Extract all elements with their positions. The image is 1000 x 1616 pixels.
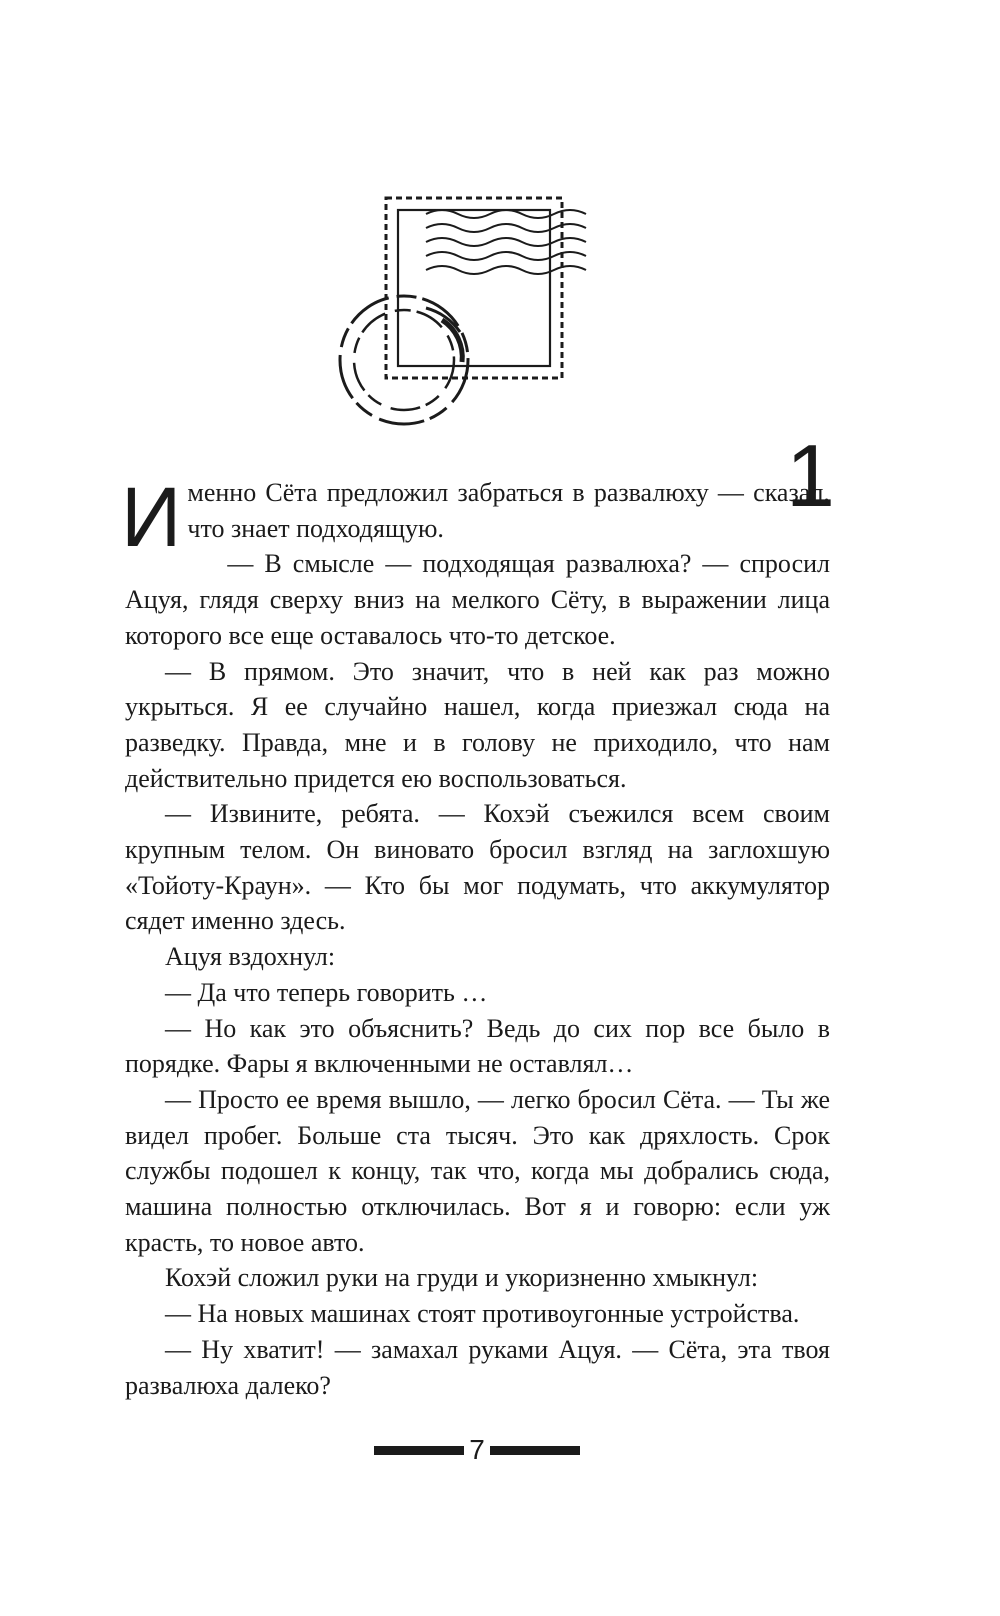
- paragraph: — В прямом. Это значит, что в ней как раз можно укрыться. Я ее случайно нашел, когда приезжал сюда на разведку. Правда, мне и в голову не приходило, что нам действительно придется ею воспользоваться.: [125, 656, 830, 793]
- paragraph: — Да что теперь говорить …: [165, 977, 488, 1007]
- folio-ornament-right: [490, 1446, 580, 1455]
- paragraph: — На новых машинах стоят противоугонные устройства.: [165, 1299, 800, 1329]
- paragraph: — Но как это объяснить? Ведь до сих пор все было в порядке. Фары я включенными не оставлял…: [125, 1013, 830, 1079]
- paragraph: Ацуя вздохнул:: [165, 942, 336, 972]
- postage-stamp-icon: [330, 190, 650, 440]
- paragraph: — Извините, ребята. — Кохэй съежился всем своим крупным телом. Он виновато бросил взгляд на заглохшую «Тойоту-Краун». — Кто бы мог подумать, что аккумулятор сядет именно здесь.: [125, 799, 830, 936]
- paragraph: — В смысле — подходящая развалюха? — спросил Ацуя, глядя сверху вниз на мелкого Сёту, в выражении лица которого все еще оставалось что-то детское.: [125, 549, 830, 650]
- page-footer: [360, 1432, 590, 1472]
- chapter-text: [121, 470, 830, 1403]
- chapter-number: 1: [786, 426, 835, 525]
- paragraph-opening: [121, 470, 830, 564]
- paragraph: — Ну хватит! — замахал руками Ацуя. — Сёта, эта твоя развалюха далеко?: [125, 1334, 830, 1400]
- drop-cap: И: [121, 470, 182, 564]
- paragraph-text: менно Сёта предложил забраться в развалюху — сказал, что знает подходящую.: [187, 478, 830, 543]
- page-number: 7: [469, 1434, 485, 1465]
- paragraph: Кохэй сложил руки на груди и укоризненно хмыкнул:: [165, 1263, 759, 1293]
- folio-ornament-left: [374, 1446, 464, 1455]
- paragraph: — Просто ее время вышло, — легко бросил Сёта. — Ты же видел пробег. Больше ста тысяч. Это как дряхлость. Срок службы подошел к концу, так что, когда мы добрались сюда, машина полностью отключилась. Вот я и говорю: если уж красть, то новое авто.: [125, 1084, 830, 1257]
